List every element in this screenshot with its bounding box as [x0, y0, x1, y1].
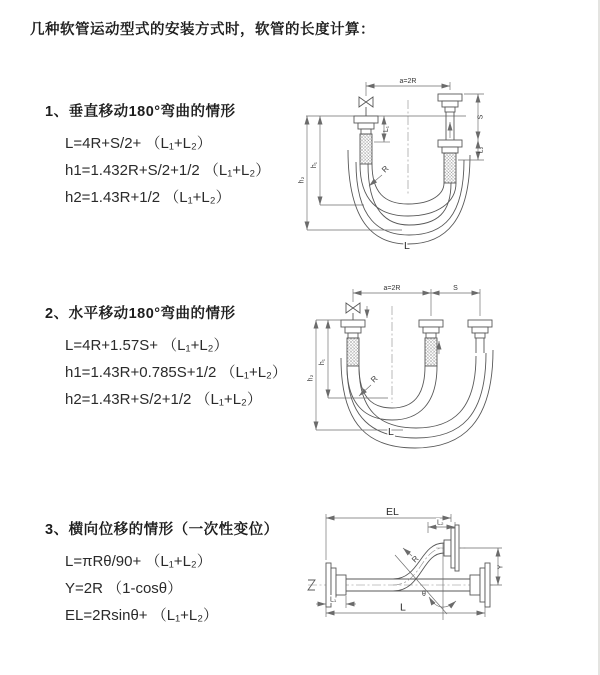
section-3-heading: 3、横向位移的情形（一次性变位）	[45, 522, 279, 538]
radius-label: R	[380, 164, 391, 175]
dim-label-y: Y	[497, 564, 505, 570]
hose-curves	[341, 350, 493, 448]
dim-label-l2: L₂	[477, 146, 485, 154]
formula-h2: h2=1.43R+1/2 （L₁+L₂）	[65, 189, 231, 206]
section-lateral-displacement	[45, 518, 279, 629]
flange-middle	[419, 320, 443, 338]
flange-left	[354, 116, 378, 134]
radius-leader	[403, 548, 412, 556]
dim-label-s: S	[477, 114, 485, 120]
valve-icon	[346, 303, 360, 320]
flange-right-lower	[438, 140, 462, 153]
hose-braid-middle	[425, 338, 437, 366]
diagram-horizontal-180-bend	[303, 278, 598, 458]
extension-line	[326, 514, 451, 560]
dim-label-s: S	[453, 285, 458, 292]
pipe-right	[476, 338, 484, 353]
formula-el: EL=2Rsinθ+ （L₁+L₂）	[65, 607, 219, 624]
formula-length: L=4R+S/2+ （L₁+L₂）	[65, 135, 212, 152]
flange-right-moved	[468, 320, 492, 338]
flange-upper-displaced	[444, 525, 459, 571]
flange-left	[341, 320, 365, 338]
dim-label-h1: h₁	[311, 161, 318, 169]
flange-right-upper	[438, 94, 462, 112]
dim-label-l2: L₂	[437, 519, 444, 527]
section-vertical-movement	[45, 100, 270, 211]
formula-h2: h2=1.43R+S/2+1/2 （L₁+L₂）	[65, 391, 262, 408]
section-horizontal-movement	[45, 302, 287, 413]
radius-label: R	[369, 374, 380, 385]
hose-braid-left	[360, 134, 372, 164]
dim-label-el: EL	[386, 506, 399, 518]
dim-label-l1: L₁	[383, 125, 390, 133]
section-2-heading: 2、水平移动180°弯曲的情形	[45, 306, 236, 322]
dim-label-width: a=2R	[399, 78, 417, 85]
dim-label-h2: h₂	[307, 374, 315, 382]
dim-label-width: a=2R	[383, 285, 401, 292]
dim-label-l1: L₁	[330, 596, 337, 604]
section-1-heading: 1、垂直移动180°弯曲的情形	[45, 104, 236, 120]
dim-label-h1: h₁	[319, 358, 326, 366]
formula-h1: h1=1.43R+0.785S+1/2 （L₁+L₂）	[65, 364, 287, 381]
radius-label: R	[410, 554, 421, 565]
flange-right-ghost	[470, 563, 490, 607]
formula-length: L=4R+1.57S+ （L₁+L₂）	[65, 337, 229, 354]
valve-icon	[359, 97, 373, 116]
diagram-lateral-displacement	[298, 500, 598, 650]
formula-h1: h1=1.432R+S/2+1/2 （L₁+L₂）	[65, 162, 271, 179]
radius-leader	[369, 175, 382, 186]
hose-braid-left	[347, 338, 359, 366]
angle-label: θ	[422, 591, 426, 598]
hose-braid-right	[444, 153, 456, 183]
formula-length: L=πRθ/90+ （L₁+L₂）	[65, 553, 212, 570]
length-label: L	[404, 240, 410, 252]
length-label: L	[400, 601, 406, 614]
diagram-vertical-180-bend	[298, 70, 588, 260]
page-title: 几种软管运动型式的安装方式时，软管的长度计算：	[30, 22, 375, 38]
dim-label-h2: h₂	[298, 176, 306, 184]
formula-y: Y=2R （1-cosθ）	[65, 580, 183, 597]
length-label: L	[388, 426, 394, 438]
